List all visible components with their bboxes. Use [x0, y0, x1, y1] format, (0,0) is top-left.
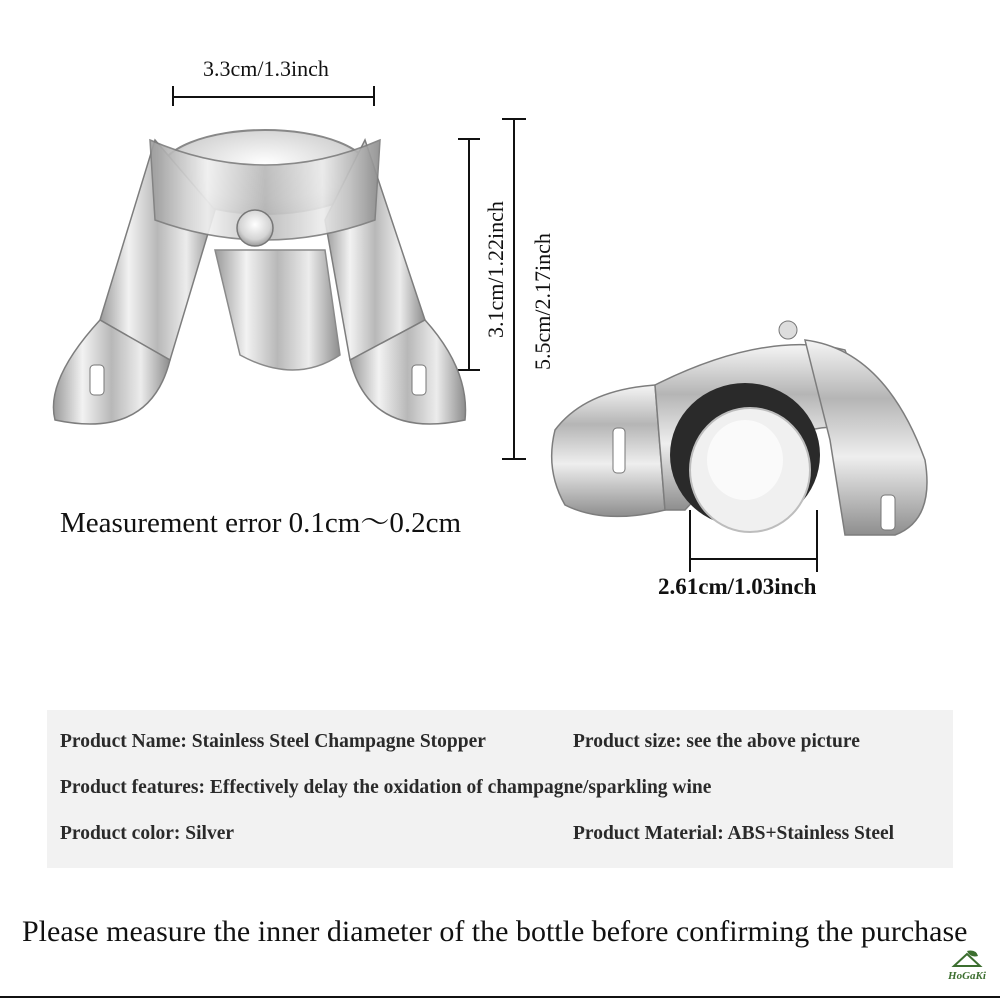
- stopper-side-image: [545, 310, 945, 540]
- stopper-upright-image: [40, 110, 480, 450]
- diameter-tick-left: [689, 510, 691, 572]
- diameter-label: 2.61cm/1.03inch: [658, 574, 817, 599]
- diameter-tick-right: [816, 510, 818, 572]
- spec-product-color: Product color: Silver: [60, 823, 235, 844]
- body-height-label: 3.1cm/1.22inch: [483, 201, 508, 338]
- width-dimension-line: [172, 96, 375, 98]
- total-height-tick-top: [502, 118, 526, 120]
- width-dimension-tick-left: [172, 86, 174, 106]
- width-dimension-label: 3.3cm/1.3inch: [203, 56, 329, 81]
- diameter-line: [690, 558, 818, 560]
- footer-instruction: Please measure the inner diameter of the bottle before confirming the purchase: [22, 915, 968, 948]
- bottom-border: [0, 996, 1000, 998]
- spec-product-name: Product Name: Stainless Steel Champagne Stopper: [60, 731, 486, 752]
- leaf-house-logo-icon: [936, 948, 998, 970]
- total-height-label: 5.5cm/2.17inch: [530, 233, 555, 370]
- spec-product-material: Product Material: ABS+Stainless Steel: [573, 823, 895, 844]
- spec-product-features: Product features: Effectively delay the oxidation of champagne/sparkling wine: [60, 777, 712, 798]
- spec-product-size: Product size: see the above picture: [573, 731, 860, 752]
- brand-logo: [936, 948, 998, 988]
- measurement-error-note: Measurement error 0.1cm〜0.2cm: [60, 507, 462, 539]
- total-height-tick-bottom: [502, 458, 526, 460]
- brand-logo-text: HoGaKi: [948, 970, 986, 982]
- width-dimension-tick-right: [373, 86, 375, 106]
- total-height-line: [513, 118, 515, 460]
